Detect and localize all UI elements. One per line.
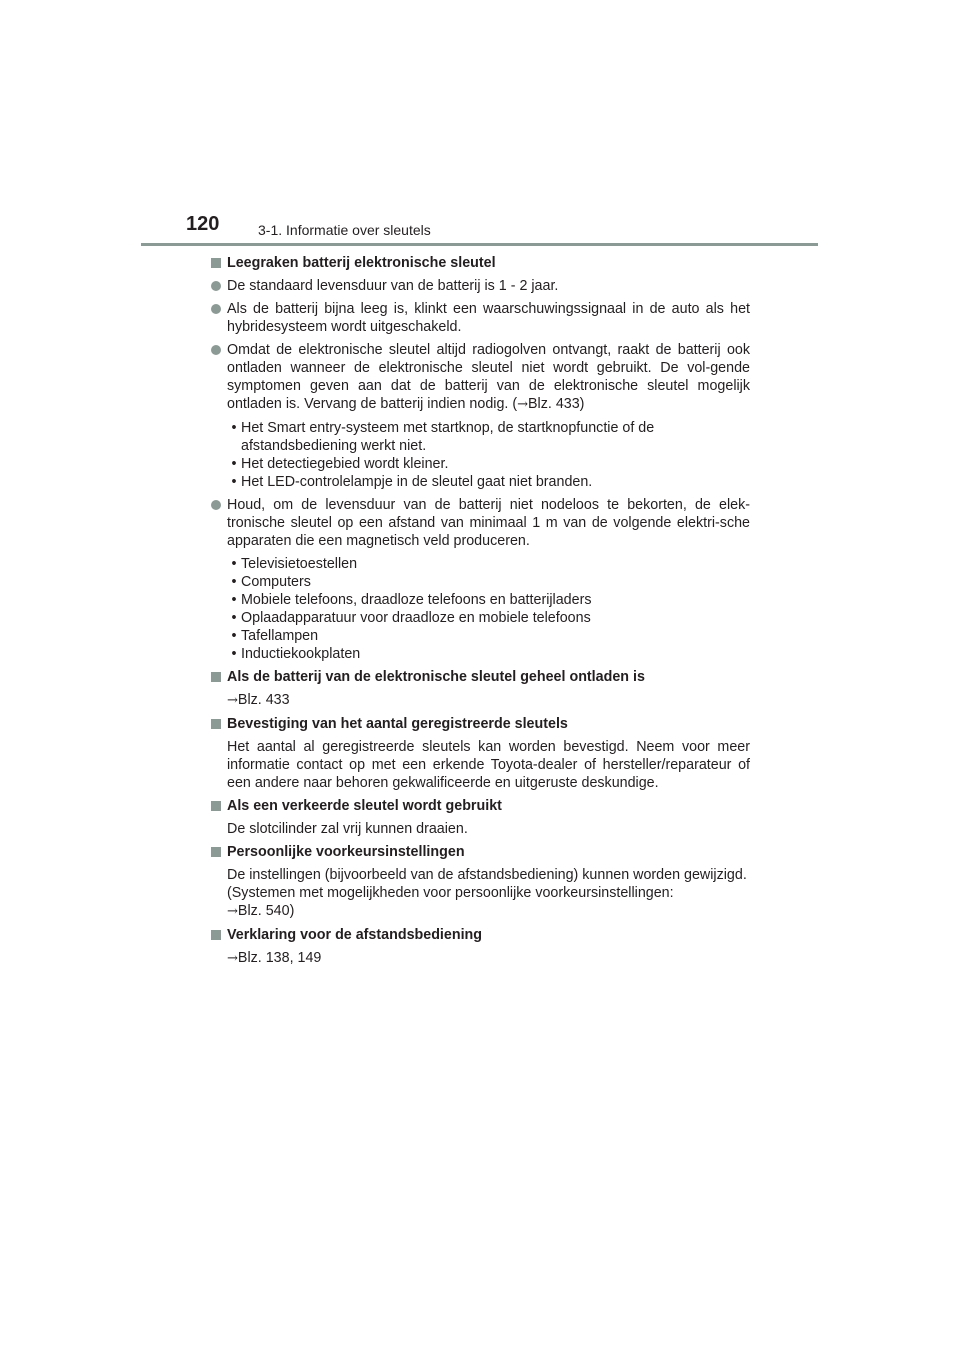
list-item-text: Tafellampen xyxy=(241,628,319,644)
circle-bullet-icon xyxy=(211,345,221,355)
square-bullet-icon xyxy=(211,847,221,857)
bullet-item xyxy=(210,300,750,336)
dot-bullet-icon: • xyxy=(231,592,237,608)
list-item-text: Mobiele telefoons, draadloze telefoons en batterijladers xyxy=(241,592,592,608)
section-title xyxy=(210,797,750,815)
circle-bullet-icon xyxy=(211,281,221,291)
list-item-text: Computers xyxy=(241,574,311,590)
square-bullet-icon xyxy=(211,801,221,811)
bullet-text-body: Omdat de elektronische sleutel altijd radiogolven ontvangt, raakt de batterij ook ontladen wanneer de elektronische sleutel niet wordt gebruikt. De vol-gende symptomen geven aan dat de batterij van de elektronische sleutel mogelijk ontladen is. Vervang de batterij indien nodig. ( xyxy=(227,342,750,412)
section-body: De slotcilinder zal vrij kunnen draaien. xyxy=(227,821,468,837)
symptom-list xyxy=(227,419,750,491)
list-item-text: Televisietoestellen xyxy=(241,556,358,572)
section-title xyxy=(210,254,750,272)
header-divider xyxy=(141,243,818,246)
bullet-item xyxy=(210,277,750,295)
circle-bullet-icon xyxy=(211,500,221,510)
list-item xyxy=(227,645,750,663)
bullet-text xyxy=(227,341,750,414)
dot-bullet-icon: • xyxy=(231,474,237,490)
section-body xyxy=(210,866,750,921)
page-reference-link[interactable]: Blz. 540) xyxy=(237,903,295,919)
chapter-title: 3-1. Informatie over sleutels xyxy=(258,222,431,238)
list-item xyxy=(227,455,750,473)
arrow-icon: → xyxy=(227,951,238,966)
section-title xyxy=(210,668,750,686)
list-item-text: Het Smart entry-systeem met startknop, de startknopfunctie of de afstandsbediening werkt niet. xyxy=(241,420,655,454)
section-title-text: Persoonlijke voorkeursinstellingen xyxy=(227,844,465,860)
dot-bullet-icon: • xyxy=(231,628,237,644)
square-bullet-icon xyxy=(211,719,221,729)
list-item xyxy=(227,419,750,455)
section-title-text: Als een verkeerde sleutel wordt gebruikt xyxy=(227,798,502,814)
list-item xyxy=(227,591,750,609)
body-line: (Systemen met mogelijkheden voor persoonlijke voorkeursinstellingen: xyxy=(227,885,674,901)
list-item-text: Het detectiegebied wordt kleiner. xyxy=(241,456,449,472)
bullet-item xyxy=(210,341,750,414)
square-bullet-icon xyxy=(211,930,221,940)
dot-bullet-icon: • xyxy=(231,610,237,626)
arrow-icon: → xyxy=(227,904,238,919)
square-bullet-icon xyxy=(211,672,221,682)
page-content xyxy=(210,254,750,973)
list-item xyxy=(227,573,750,591)
section-registered-keys xyxy=(210,715,750,792)
section-title-text: Bevestiging van het aantal geregistreerde sleutels xyxy=(227,716,568,732)
arrow-icon: → xyxy=(517,397,529,412)
circle-bullet-icon xyxy=(211,304,221,314)
arrow-icon: → xyxy=(227,693,238,708)
page-reference-link[interactable]: Blz. 433) xyxy=(528,396,585,412)
list-item xyxy=(227,555,750,573)
page-reference-link[interactable]: Blz. 433 xyxy=(237,692,290,708)
bullet-text: De standaard levensduur van de batterij is 1 - 2 jaar. xyxy=(227,278,559,294)
list-item-text: Het LED-controlelampje in de sleutel gaat niet branden. xyxy=(241,474,593,490)
square-bullet-icon xyxy=(211,258,221,268)
section-body xyxy=(210,691,750,710)
list-item xyxy=(227,473,750,491)
dot-bullet-icon: • xyxy=(231,574,237,590)
device-list xyxy=(227,555,750,663)
section-body xyxy=(210,949,750,968)
bullet-text: Als de batterij bijna leeg is, klinkt een waarschuwingssignaal in de auto als het hybridesysteem wordt uitgeschakeld. xyxy=(227,301,750,335)
list-item-text: Oplaadapparatuur voor draadloze en mobiele telefoons xyxy=(241,610,591,626)
section-wrong-key xyxy=(210,797,750,838)
section-battery-depletion xyxy=(210,254,750,663)
section-title-text: Verklaring voor de afstandsbediening xyxy=(227,927,483,943)
list-item xyxy=(227,609,750,627)
page-number: 120 xyxy=(186,213,220,235)
section-title-text: Leegraken batterij elektronische sleutel xyxy=(227,255,496,271)
page-header xyxy=(0,0,960,250)
bullet-item xyxy=(210,496,750,550)
list-item xyxy=(227,627,750,645)
dot-bullet-icon: • xyxy=(231,456,237,472)
body-line xyxy=(227,902,750,921)
section-personal-settings xyxy=(210,843,750,921)
section-title xyxy=(210,926,750,944)
dot-bullet-icon: • xyxy=(231,646,237,662)
body-line: De instellingen (bijvoorbeeld van de afstandsbediening) kunnen worden gewijzigd. xyxy=(227,867,747,883)
page-reference-link[interactable]: Blz. 138, 149 xyxy=(237,950,322,966)
list-item-text: Inductiekookplaten xyxy=(241,646,361,662)
section-body: Het aantal al geregistreerde sleutels kan worden bevestigd. Neem voor meer informatie contact op met een erkende Toyota-dealer of hersteller/reparateur of een andere naar behoren gekwalificeerde en uitgeruste deskundige. xyxy=(227,739,750,791)
bullet-text: Houd, om de levensduur van de batterij niet nodeloos te bekorten, de elek-tronische sleutel op een afstand van minimaal 1 m van de volgende elektri-sche apparaten die een magnetisch veld produceren. xyxy=(227,497,750,549)
dot-bullet-icon: • xyxy=(231,556,237,572)
section-battery-fully-depleted xyxy=(210,668,750,710)
section-title xyxy=(210,715,750,733)
dot-bullet-icon: • xyxy=(231,420,237,436)
section-title xyxy=(210,843,750,861)
section-title-text: Als de batterij van de elektronische sleutel geheel ontladen is xyxy=(227,669,645,685)
section-remote-declaration xyxy=(210,926,750,968)
